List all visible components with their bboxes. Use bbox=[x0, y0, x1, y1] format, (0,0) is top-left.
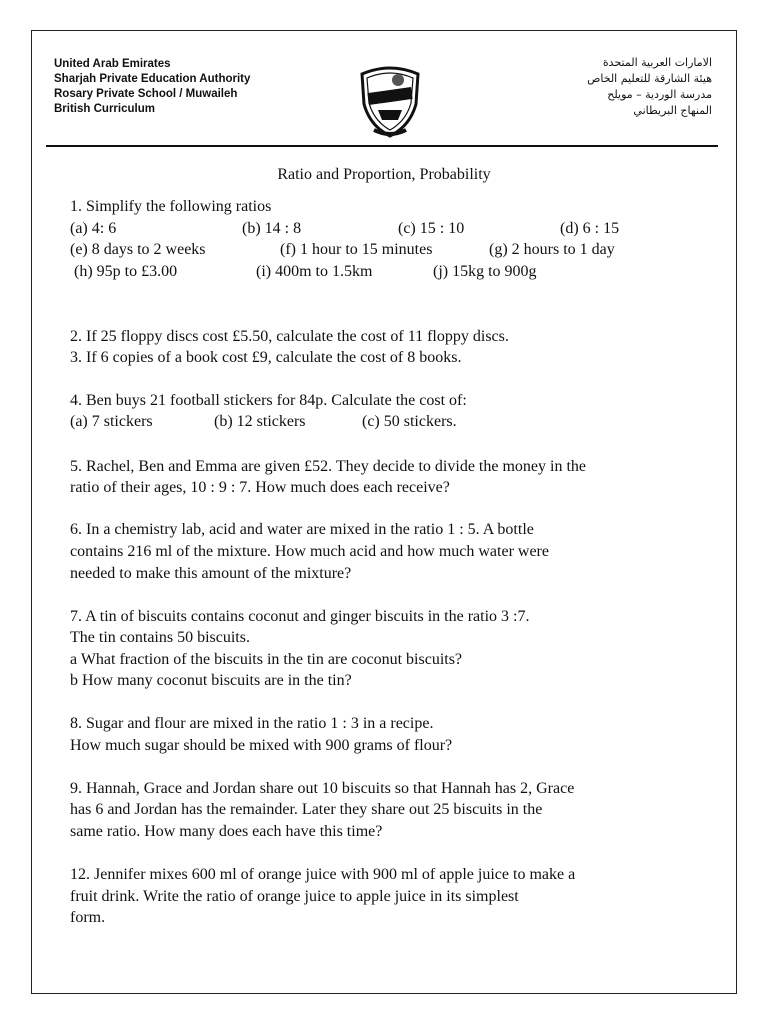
q1-part-h: (h) 95p to £3.00 bbox=[74, 263, 178, 280]
q8-line: How much sugar should be mixed with 900 grams of flour? bbox=[70, 737, 453, 754]
header-authority: Sharjah Private Education Authority bbox=[54, 73, 251, 85]
q12-line: fruit drink. Write the ratio of orange juice to apple juice in its simplest bbox=[70, 888, 519, 905]
header-curriculum: British Curriculum bbox=[54, 103, 155, 115]
header-right-block bbox=[587, 55, 712, 119]
q1-part-c: (c) 15 : 10 bbox=[398, 220, 465, 237]
header-divider bbox=[46, 145, 718, 147]
q7-line: b How many coconut biscuits are in the tin? bbox=[70, 672, 352, 689]
worksheet-title: Ratio and Proportion, Probability bbox=[277, 166, 491, 183]
q6-line: contains 216 ml of the mixture. How much acid and how much water were bbox=[70, 543, 549, 560]
header-authority-ar: هيئة الشارقة للتعليم الخاص bbox=[587, 72, 712, 85]
q1-part-i: (i) 400m to 1.5km bbox=[256, 263, 373, 280]
header-curriculum-ar: المنهاج البريطاني bbox=[633, 104, 712, 117]
q12-line: form. bbox=[70, 909, 106, 926]
header-country: United Arab Emirates bbox=[54, 58, 171, 70]
q5-line: ratio of their ages, 10 : 9 : 7. How much does each receive? bbox=[70, 479, 450, 496]
q9-line: same ratio. How many does each have this time? bbox=[70, 823, 383, 840]
q6-line: needed to make this amount of the mixture? bbox=[70, 565, 352, 582]
header-school: Rosary Private School / Muwaileh bbox=[54, 88, 238, 100]
q2-text: 2. If 25 floppy discs cost £5.50, calculate the cost of 11 floppy discs. bbox=[70, 328, 509, 345]
q4-text: 4. Ben buys 21 football stickers for 84p. Calculate the cost of: bbox=[70, 392, 467, 409]
header-country-ar: الامارات العربية المتحدة bbox=[602, 56, 712, 69]
q1-part-g: (g) 2 hours to 1 day bbox=[489, 241, 615, 258]
header-school-ar: مدرسة الوردية – مويلح bbox=[607, 88, 712, 101]
q8-line: 8. Sugar and flour are mixed in the ratio 1 : 3 in a recipe. bbox=[70, 715, 434, 732]
q3-text: 3. If 6 copies of a book cost £9, calculate the cost of 8 books. bbox=[70, 349, 462, 366]
q4-part-b: (b) 12 stickers bbox=[214, 413, 306, 430]
q7-line: 7. A tin of biscuits contains coconut and ginger biscuits in the ratio 3 :7. bbox=[70, 608, 530, 625]
q12-line: 12. Jennifer mixes 600 ml of orange juice with 900 ml of apple juice to make a bbox=[70, 866, 576, 883]
q1-part-e: (e) 8 days to 2 weeks bbox=[70, 241, 206, 258]
school-crest-icon bbox=[350, 60, 430, 140]
q7-line: a What fraction of the biscuits in the tin are coconut biscuits? bbox=[70, 651, 463, 668]
q1-heading: 1. Simplify the following ratios bbox=[70, 198, 272, 215]
q1-part-a: (a) 4: 6 bbox=[70, 220, 117, 237]
q1-part-j: (j) 15kg to 900g bbox=[433, 263, 537, 280]
q4-part-a: (a) 7 stickers bbox=[70, 413, 153, 430]
q6-line: 6. In a chemistry lab, acid and water are mixed in the ratio 1 : 5. A bottle bbox=[70, 521, 534, 538]
q9-line: 9. Hannah, Grace and Jordan share out 10 biscuits so that Hannah has 2, Grace bbox=[70, 780, 575, 797]
q5-line: 5. Rachel, Ben and Emma are given £52. They decide to divide the money in the bbox=[70, 458, 586, 475]
q4-part-c: (c) 50 stickers. bbox=[362, 413, 457, 430]
q7-line: The tin contains 50 biscuits. bbox=[70, 629, 250, 646]
q1-part-b: (b) 14 : 8 bbox=[242, 220, 302, 237]
q1-part-d: (d) 6 : 15 bbox=[560, 220, 620, 237]
q9-line: has 6 and Jordan has the remainder. Later they share out 25 biscuits in the bbox=[70, 801, 543, 818]
q1-part-f: (f) 1 hour to 15 minutes bbox=[280, 241, 433, 258]
header-left-block bbox=[54, 57, 250, 117]
